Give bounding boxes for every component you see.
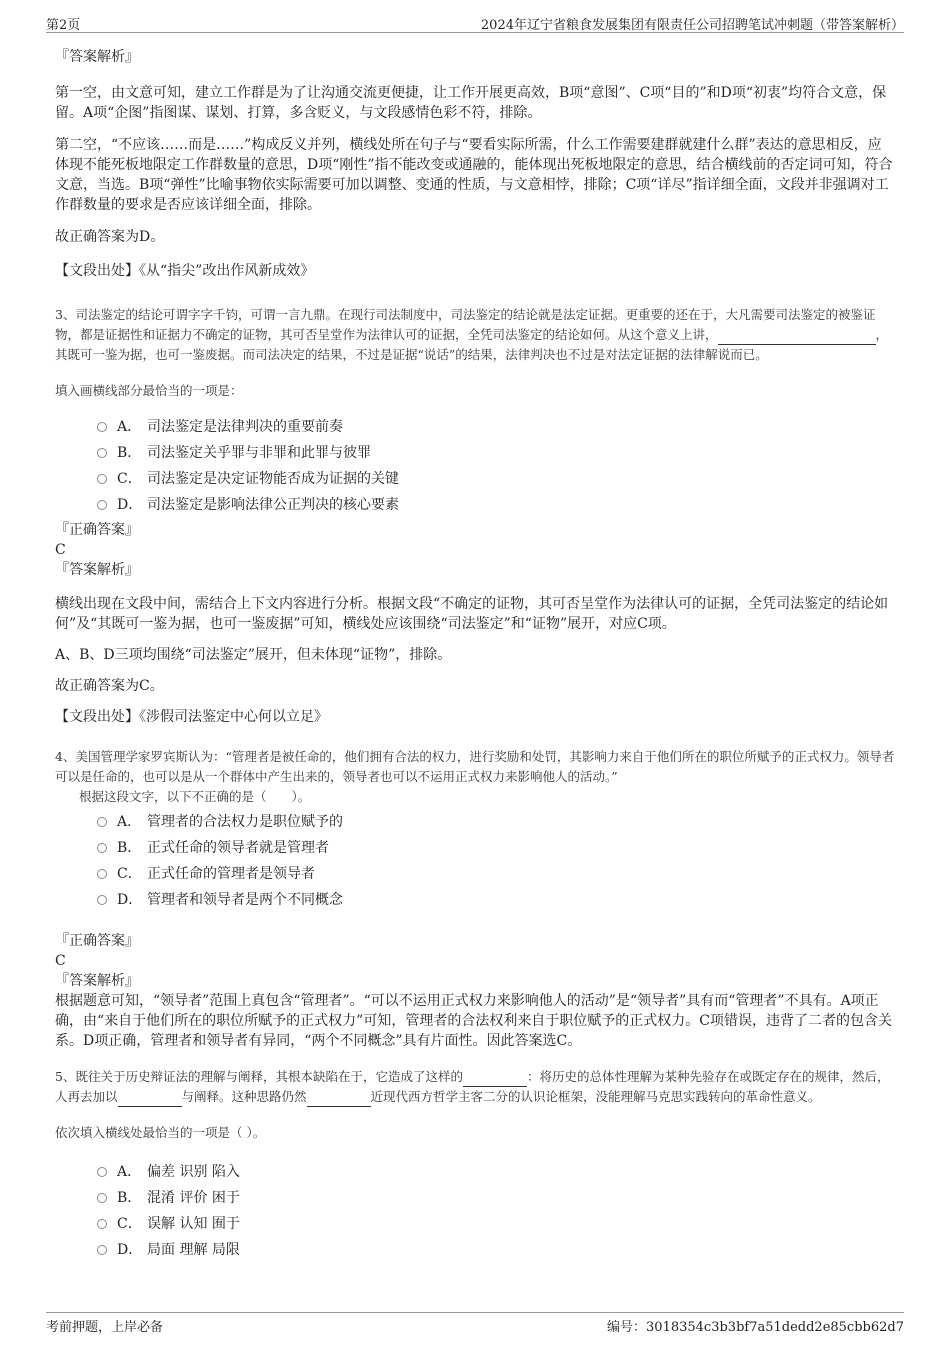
q5-blank-1 xyxy=(463,1072,527,1087)
q3-option-c[interactable]: C． 司法鉴定是决定证物能否成为证据的关键 xyxy=(97,466,895,492)
q4-option-b[interactable]: B． 正式任命的领导者就是管理者 xyxy=(97,835,895,861)
q3-analysis-para1: 横线出现在文段中间，需结合上下文内容进行分析。根据文段“不确定的证物，其可否呈堂作为法律认可的证据，全凭司法鉴定的结论如何”及“其既可一鉴为据，也可一鉴废据”可知，横线处应该围绕“司法鉴定”和“证物”展开，对应C项。 xyxy=(55,596,889,632)
radio-icon[interactable] xyxy=(97,1193,107,1203)
radio-icon[interactable] xyxy=(97,843,107,853)
q3-conclusion: 故正确答案为C。 xyxy=(55,678,164,694)
q3-stem-part2: ，其既可一鉴为据，也可一鉴废据。而司法决定的结果，不过是证据“说话”的结果，法律判决也不过是对法定证据的法律解说而已。 xyxy=(55,327,889,362)
q4-answer: C xyxy=(55,953,66,969)
q5-blank-2 xyxy=(118,1092,182,1107)
q3-option-d[interactable]: D． 司法鉴定是影响法律公正判决的核心要素 xyxy=(97,492,895,518)
q4-analysis: 根据题意可知，“领导者”范围上真包含“管理者”。“可以不运用正式权力来影响他人的活动”是“领导者”具有而“管理者”不具有。A项正确，由“来自于他们所在的职位所赋予的正式权力”可知，管理者的合法权利来自于职位赋予的正式权力。C项错误，违背了二者的包含关系。D项正确，管理者和领导者有异同，“两个不同概念”具有片面性。因此答案选C。 xyxy=(55,993,893,1049)
q4-option-c[interactable]: C． 正式任命的管理者是领导者 xyxy=(97,861,895,887)
q3-options xyxy=(97,414,895,518)
q3-option-a[interactable]: A． 司法鉴定是法律判决的重要前奏 xyxy=(97,414,895,440)
q4-options xyxy=(97,809,895,913)
q3-analysis-para2: A、B、D三项均围绕“司法鉴定”展开，但未体现“证物”，排除。 xyxy=(55,647,452,663)
q5-prompt: 依次填入横线处最恰当的一项是（ ）。 xyxy=(55,1125,266,1140)
page-header xyxy=(46,12,904,33)
q3-stem xyxy=(55,305,895,365)
q2-source: 【文段出处】《从“指尖”改出作风新成效》 xyxy=(55,263,315,279)
radio-icon[interactable] xyxy=(97,869,107,879)
q4-analysis-label: 『答案解析』 xyxy=(55,973,139,989)
q3-stem-part1: 3、司法鉴定的结论可谓字字千钧，可谓一言九鼎。在现行司法制度中，司法鉴定的结论就是法定证据。更重要的还在于，大凡需要司法鉴定的被鉴证物，都是证据性和证据力不确定的证物，其可否呈堂作为法律认可的证据，全凭司法鉴定的结论如何。从这个意义上讲， xyxy=(55,307,876,342)
radio-icon[interactable] xyxy=(97,422,107,432)
q3-answer: C xyxy=(55,542,66,558)
q5-option-b[interactable]: B． 混淆 评价 困于 xyxy=(97,1185,895,1211)
q3-source: 【文段出处】《涉假司法鉴定中心何以立足》 xyxy=(55,709,328,725)
q4-option-d[interactable]: D． 管理者和领导者是两个不同概念 xyxy=(97,887,895,913)
q5-option-a[interactable]: A． 偏差 识别 陷入 xyxy=(97,1159,895,1185)
radio-icon[interactable] xyxy=(97,1167,107,1177)
radio-icon[interactable] xyxy=(97,448,107,458)
q3-blank xyxy=(718,330,876,345)
q5-stem-part1: 5、既往关于历史辩证法的理解与阐释，其根本缺陷在于，它造成了这样的 xyxy=(55,1069,463,1084)
q2-conclusion: 故正确答案为D。 xyxy=(55,229,165,245)
q5-option-d[interactable]: D． 局面 理解 局限 xyxy=(97,1237,895,1263)
q3-answer-label: 『正确答案』 xyxy=(55,522,139,538)
q4-prompt: 根据这段文字，以下不正确的是（ ）。 xyxy=(79,789,311,804)
q3-option-b[interactable]: B． 司法鉴定关乎罪与非罪和此罪与彼罪 xyxy=(97,440,895,466)
radio-icon[interactable] xyxy=(97,895,107,905)
q5-stem-part3: 与阐释。这种思路仍然 xyxy=(181,1089,307,1104)
q2-analysis-label: 『答案解析』 xyxy=(55,49,139,65)
document-title: 2024年辽宁省粮食发展集团有限责任公司招聘笔试冲刺题（带答案解析） xyxy=(480,18,904,33)
radio-icon[interactable] xyxy=(97,1245,107,1255)
radio-icon[interactable] xyxy=(97,1219,107,1229)
footer-slogan: 考前押题，上岸必备 xyxy=(46,1320,164,1335)
q5-stem-part4: 近现代西方哲学主客二分的认识论框架，没能理解马克思实践转向的革命性意义。 xyxy=(370,1089,821,1104)
q2-analysis-para2: 第二空，“不应该……而是……”构成反义并列，横线处所在句子与“要看实际所需，什么工作需要建群就建什么群”表达的意思相反，应体现不能死板地限定工作群数量的意思，D项“刚性”指不能改变或通融的，能体现出死板地限定的意思，结合横线前的否定词可知，符合文意，当选。B项“弹性”比喻事物依实际需要可加以调整、变通的性质，与文意相悖，排除；C项“详尽”指详细全面，文段并非强调对工作群数量的要求是否应该详细全面，排除。 xyxy=(55,137,893,213)
q3-prompt: 填入画横线部分最恰当的一项是： xyxy=(55,383,243,398)
q4-option-a[interactable]: A． 管理者的合法权力是职位赋予的 xyxy=(97,809,895,835)
q5-stem xyxy=(55,1067,895,1107)
q5-option-c[interactable]: C． 误解 认知 囿于 xyxy=(97,1211,895,1237)
radio-icon[interactable] xyxy=(97,817,107,827)
q5-options xyxy=(97,1159,895,1263)
radio-icon[interactable] xyxy=(97,474,107,484)
q5-blank-3 xyxy=(307,1092,371,1107)
page-footer xyxy=(46,1312,904,1337)
q3-analysis-label: 『答案解析』 xyxy=(55,562,139,578)
document-id: 编号：3018354c3b3bf7a51dedd2e85cbb62d7 xyxy=(607,1320,904,1335)
radio-icon[interactable] xyxy=(97,500,107,510)
page-content xyxy=(55,44,895,1263)
q5-stem-part2: ：将历史的总体性理解为某种先验存在或既定存在的规律，然后，人再去加以 xyxy=(55,1069,890,1104)
q4-stem: 4、美国管理学家罗宾斯认为：“管理者是被任命的，他们拥有合法的权力，进行奖励和处罚，其影响力来自于他们所在的职位所赋予的正式权力。领导者可以是任命的，也可以是从一个群体中产生出来的，领导者也可以不运用正式权力来影响他人的活动。” xyxy=(55,749,895,784)
q4-answer-label: 『正确答案』 xyxy=(55,933,139,949)
page-number: 第2页 xyxy=(46,18,81,33)
q2-analysis-para1: 第一空，由文意可知，建立工作群是为了让沟通交流更便捷，让工作开展更高效，B项“意图”、C项“目的”和D项“初衷”均符合文意，保留。A项“企图”指图谋、谋划、打算，多含贬义，与文段感情色彩不符，排除。 xyxy=(55,85,887,121)
